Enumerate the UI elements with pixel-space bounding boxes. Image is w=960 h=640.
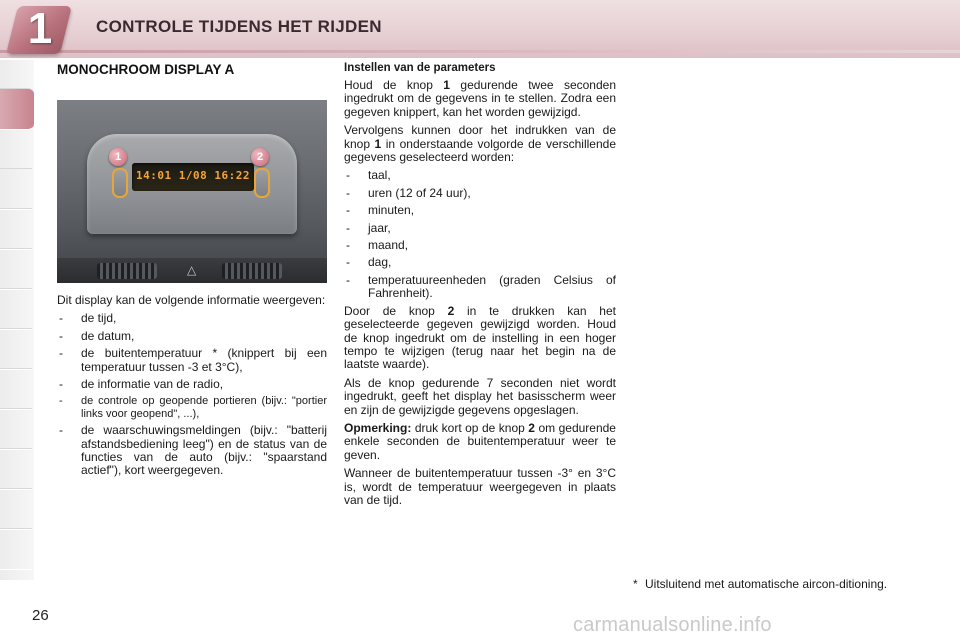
button-1-knob [112, 168, 128, 198]
list-item: - de buitentemperatuur * (knippert bij een temperatuur tussen -3 et 3°C), [57, 347, 327, 374]
side-tab-rail [0, 60, 34, 580]
side-tab[interactable] [0, 288, 32, 330]
section-title: MONOCHROOM DISPLAY A [57, 62, 235, 77]
text-span: om gedurende enkele seconden de buitentemperatuur weer te geven. [344, 420, 616, 462]
list-item: - de datum, [57, 330, 327, 343]
info-list [57, 312, 327, 477]
list-item: - uren (12 of 24 uur), [344, 187, 616, 200]
hazard-icon: △ [187, 263, 197, 277]
lcd-readout: 14:01 1/08 16:22 [136, 169, 250, 182]
air-vent [222, 263, 282, 279]
header-divider [0, 50, 960, 53]
paragraph: Als de knop gedurende 7 seconden niet wordt ingedrukt, geeft het display het basisscherm weer en zijn de gewijzigde gegevens opgeslagen. [344, 375, 616, 417]
list-item: - de tijd, [57, 312, 327, 325]
list-item: - de informatie van de radio, [57, 378, 327, 391]
air-vent [97, 263, 157, 279]
side-tab[interactable] [0, 448, 32, 490]
text-span: gedurende twee seconden ingedrukt om de gegevens in te stellen. Zodra een gegeven knippert, kan het worden gewijzigd. [344, 78, 616, 119]
button-2-knob [254, 168, 270, 198]
paragraph [344, 305, 616, 372]
subsection-title: Instellen van de parameters [344, 62, 496, 74]
display-photo [57, 100, 327, 283]
marker-button-1: 1 [109, 148, 127, 166]
page-number: 26 [32, 607, 49, 624]
footnote [633, 578, 903, 592]
text-span: druk kort op de knop [411, 420, 529, 435]
text-span: Houd de knop [344, 78, 444, 92]
list-item: - taal, [344, 169, 616, 182]
left-column [57, 62, 327, 83]
list-item: - temperatuureenheden (graden Celsius of Fahrenheit). [344, 274, 616, 301]
side-tab[interactable] [0, 208, 32, 250]
button-ref: 1 [374, 136, 382, 151]
paragraph [344, 124, 616, 164]
left-column-text [57, 294, 327, 482]
list-item: - jaar, [344, 222, 616, 235]
side-tab-active[interactable] [0, 88, 34, 130]
list-item: - de controle op geopende portieren (bijv.: "portier links voor geopend", ...), [57, 395, 327, 420]
button-ref: 2 [447, 303, 455, 318]
list-item: - maand, [344, 239, 616, 252]
intro-text: Dit display kan de volgende informatie weergeven: [57, 293, 326, 307]
list-item: - minuten, [344, 204, 616, 217]
side-tab[interactable] [0, 528, 32, 570]
marker-button-2: 2 [251, 148, 269, 166]
parameter-list [344, 169, 616, 300]
button-ref: 2 [528, 420, 535, 435]
page-title: CONTROLE TIJDENS HET RIJDEN [96, 17, 382, 36]
text-span: in onderstaande volgorde de verschillende gegevens geselecteerd worden: [344, 136, 616, 165]
text-span: Vervolgens kunnen door het indrukken van de knop [344, 123, 616, 151]
side-tab[interactable] [0, 368, 32, 410]
side-tab[interactable] [0, 488, 32, 530]
paragraph: Wanneer de buitentemperatuur tussen -3° en 3°C is, wordt de temperatuur weergegeven in plaats van de tijd. [344, 466, 616, 507]
text-span: Door de knop [344, 303, 448, 318]
text-span: in te drukken kan het geselecteerde gegeven gewijzigd worden. Houd de knop ingedrukt om de instelling in een hoger tempo te wijzigen (terug naar het begin na de laatste waarde). [344, 303, 616, 372]
note-paragraph [344, 422, 616, 462]
button-ref: 1 [443, 78, 450, 92]
list-item: - dag, [344, 256, 616, 269]
footnote-text: Uitsluitend met automatische aircon-ditioning. [645, 577, 888, 591]
side-tab[interactable] [0, 248, 32, 290]
side-tab[interactable] [0, 328, 32, 370]
right-column [344, 62, 616, 512]
lcd-screen [132, 163, 254, 191]
paragraph [344, 79, 616, 119]
list-item: - de waarschuwingsmeldingen (bijv.: "batterij afstandsbediening leeg") en de status van de functies van de auto (bijv.: "spaarstand actief"), kort weergegeven. [57, 424, 327, 478]
note-label: Opmerking: [344, 420, 412, 435]
watermark: carmanualsonline.info [573, 614, 772, 636]
footnote-marker: * [633, 577, 638, 591]
side-tab[interactable] [0, 168, 32, 210]
side-tab[interactable] [0, 408, 32, 450]
chapter-number: 1 [27, 4, 53, 53]
